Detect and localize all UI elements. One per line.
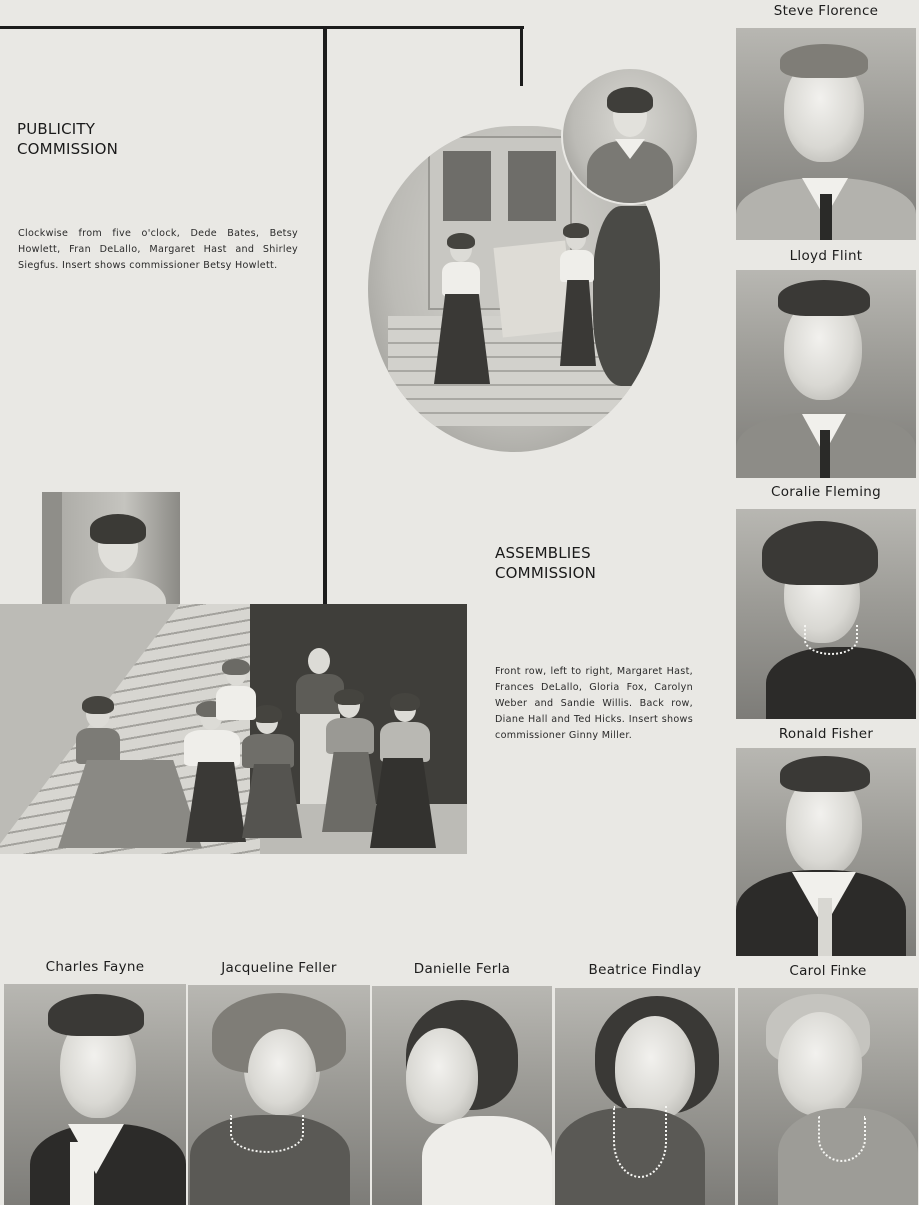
portrait-photo-carol-finke <box>738 988 918 1205</box>
portrait-name-danielle-ferla: Danielle Ferla <box>413 961 511 977</box>
frame-right-rule <box>520 26 523 86</box>
publicity-heading-line2: COMMISSION <box>17 140 119 158</box>
portrait-name-jacqueline-feller: Jacqueline Feller <box>221 960 337 976</box>
portrait-photo-ronald-fisher <box>736 748 916 956</box>
portrait-name-coralie-fleming: Coralie Fleming <box>771 484 881 500</box>
frame-divider-rule <box>323 26 327 604</box>
publicity-caption: Clockwise from five o'clock, Dede Bates, Betsy Howlett, Fran DeLallo, Margaret Hast and Shirley Siegfus. Insert shows commissioner Betsy Howlett. <box>18 228 298 271</box>
assemblies-heading-line1: ASSEMBLIES <box>495 544 591 562</box>
assemblies-group-photo <box>0 604 467 854</box>
portrait-name-beatrice-findlay: Beatrice Findlay <box>588 962 702 978</box>
portrait-name-lloyd-flint: Lloyd Flint <box>789 248 863 264</box>
portrait-photo-beatrice-findlay <box>555 988 735 1205</box>
assemblies-heading-line2: COMMISSION <box>495 564 597 582</box>
portrait-name-ronald-fisher: Ronald Fisher <box>778 726 874 742</box>
portrait-photo-lloyd-flint <box>736 270 916 478</box>
assemblies-heading <box>495 543 596 583</box>
portrait-name-carol-finke: Carol Finke <box>789 963 867 979</box>
portrait-photo-coralie-fleming <box>736 509 916 719</box>
assemblies-caption: Front row, left to right, Margaret Hast, Frances DeLallo, Gloria Fox, Carolyn Weber and Sandie Willis. Back row, Diane Hall and Ted Hicks. Insert shows commissioner Ginny Miller. <box>495 666 693 741</box>
portrait-name-steve-florence: Steve Florence <box>773 3 879 19</box>
portrait-photo-jacqueline-feller <box>188 985 370 1205</box>
portrait-photo-steve-florence <box>736 28 916 240</box>
publicity-heading <box>17 119 118 159</box>
portrait-photo-danielle-ferla <box>372 986 552 1205</box>
publicity-heading-line1: PUBLICITY <box>17 120 96 138</box>
frame-top-rule <box>0 26 524 29</box>
publicity-insert-photo <box>561 67 699 205</box>
portrait-name-charles-fayne: Charles Fayne <box>45 959 145 975</box>
portrait-photo-charles-fayne <box>4 984 186 1205</box>
